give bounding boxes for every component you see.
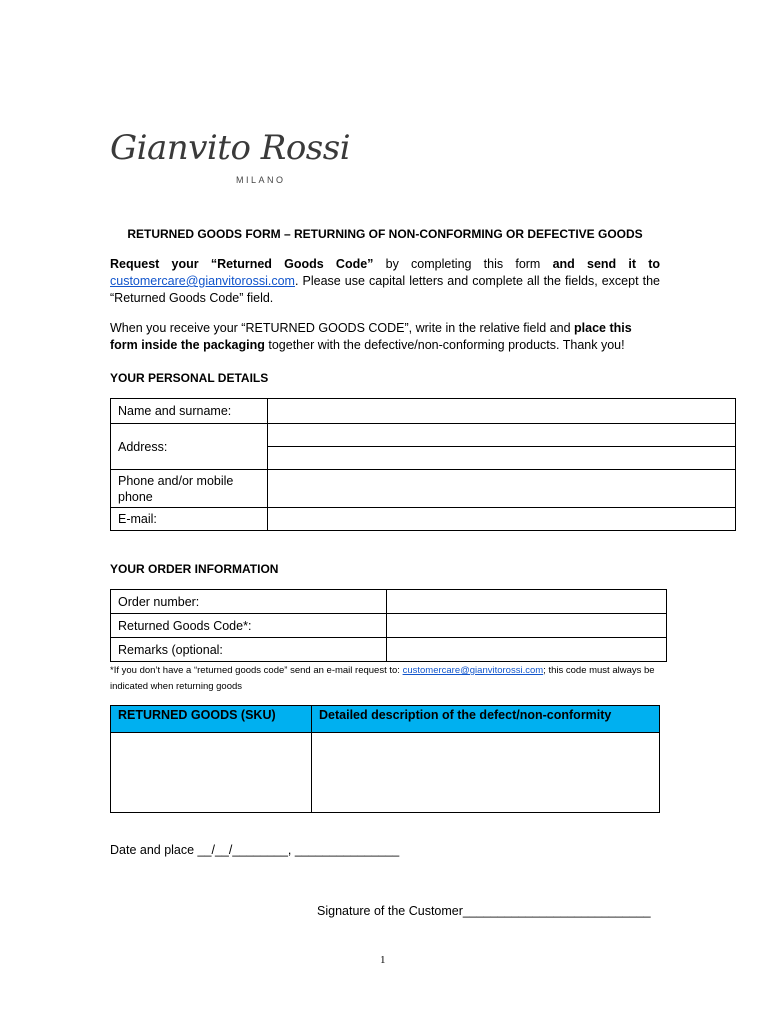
intro-bold-send: and send it to bbox=[552, 257, 661, 271]
intro-bold-request: Request your “Returned Goods Code” bbox=[110, 257, 374, 271]
form-title: RETURNED GOODS FORM – RETURNING OF NON-CONFORMING OR DEFECTIVE GOODS bbox=[127, 227, 643, 241]
footnote-email-link[interactable]: customercare@gianvitorossi.com bbox=[402, 665, 544, 676]
address-label: Address: bbox=[111, 424, 268, 470]
order-number-label: Order number: bbox=[111, 590, 387, 614]
intro2-text: When you receive your “RETURNED GOODS CODE”, write in the relative field and bbox=[110, 321, 575, 335]
address-field-2[interactable] bbox=[268, 447, 736, 470]
sku-field[interactable] bbox=[111, 733, 312, 813]
order-information-heading: YOUR ORDER INFORMATION bbox=[110, 562, 279, 576]
defect-description-column-header: Detailed description of the defect/non-conformity bbox=[312, 706, 660, 733]
order-number-field[interactable] bbox=[387, 590, 667, 614]
brand-logo: Gianvito Rossi bbox=[110, 128, 351, 168]
personal-details-heading: YOUR PERSONAL DETAILS bbox=[110, 371, 269, 385]
personal-details-table bbox=[110, 398, 736, 531]
intro-text-2: . Please use capital letters and complete all the fields, except the “Returned Goods Code” field. bbox=[110, 274, 660, 305]
order-information-table bbox=[110, 589, 667, 662]
customercare-email-link[interactable]: customercare@gianvitorossi.com bbox=[110, 274, 295, 288]
remarks-label: Remarks (optional: bbox=[111, 638, 387, 662]
sku-column-header: RETURNED GOODS (SKU) bbox=[111, 706, 312, 733]
returned-goods-code-label: Returned Goods Code*: bbox=[111, 614, 387, 638]
page-number: 1 bbox=[380, 954, 386, 966]
phone-field[interactable] bbox=[268, 470, 736, 508]
phone-label: Phone and/or mobile phone bbox=[111, 470, 268, 508]
email-label: E-mail: bbox=[111, 508, 268, 531]
footnote-text-2: ; this code must always be indicated when returning goods bbox=[110, 665, 655, 692]
footnote bbox=[110, 663, 670, 695]
returned-goods-code-field[interactable] bbox=[387, 614, 667, 638]
intro2-bold: place this form inside the packaging bbox=[110, 321, 632, 352]
defect-description-field[interactable] bbox=[312, 733, 660, 813]
address-field-1[interactable] bbox=[268, 424, 736, 447]
name-label: Name and surname: bbox=[111, 399, 268, 424]
email-field[interactable] bbox=[268, 508, 736, 531]
footnote-text: *If you don’t have a “returned goods code” send an e-mail request to: bbox=[110, 665, 403, 676]
customer-signature-line: Signature of the Customer___________________________ bbox=[317, 904, 651, 918]
brand-logo-city: MILANO bbox=[236, 175, 286, 185]
remarks-field[interactable] bbox=[387, 638, 667, 662]
intro2-text-2: together with the defective/non-conforming products. Thank you! bbox=[264, 338, 625, 352]
name-field[interactable] bbox=[268, 399, 736, 424]
returned-goods-table bbox=[110, 705, 660, 813]
intro-paragraph-1 bbox=[110, 256, 660, 307]
intro-paragraph-2 bbox=[110, 320, 660, 354]
intro-text: by completing this form bbox=[373, 257, 553, 271]
date-and-place-line: Date and place __/__/________, _______________ bbox=[110, 843, 400, 857]
